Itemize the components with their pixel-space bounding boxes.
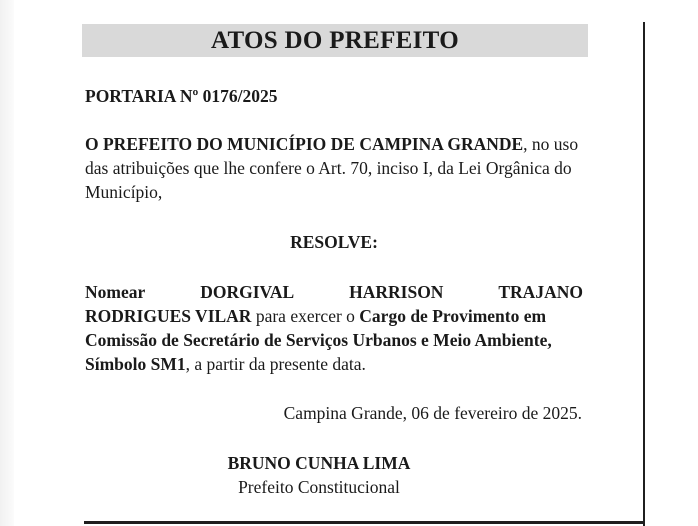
preamble-authority: O PREFEITO DO MUNICÍPIO DE CAMPINA GRANDE (85, 134, 524, 154)
preamble-authority-suffix: , (523, 134, 528, 154)
decree-verb: Nomear (85, 282, 146, 302)
signatory-name: BRUNO CUNHA LIMA (227, 453, 411, 473)
decree-first-line (85, 280, 583, 304)
portaria-number: PORTARIA Nº 0176/2025 (85, 86, 278, 106)
appointee-name-word-2: HARRISON (349, 282, 444, 302)
appointee-name-continued: RODRIGUES VILAR (85, 306, 252, 326)
resolve-heading: RESOLVE: (290, 232, 378, 252)
appointee-name-word-3: TRAJANO (498, 282, 583, 302)
bottom-divider (84, 521, 644, 524)
preamble-text: no uso das atribuições que lhe confere o Art. 70, inciso I, da Lei Orgânica do Município, (85, 134, 579, 202)
appointee-name-word-1: DORGIVAL (200, 282, 295, 302)
signatory-role: Prefeito Constitucional (238, 477, 400, 497)
preamble-paragraph (85, 132, 583, 204)
page-edge (0, 0, 14, 526)
signature-block (85, 451, 583, 499)
section-header (82, 24, 588, 57)
appointment-position: Cargo de Provimento em Comissão de Secretário de Serviços Urbanos e Meio Ambiente, Símbolo SM1 (85, 306, 552, 374)
column-divider (643, 22, 645, 526)
decree-tail: , a partir da presente data. (185, 354, 366, 374)
date-line: Campina Grande, 06 de fevereiro de 2025. (283, 403, 582, 423)
decree-body (85, 304, 583, 376)
section-title: ATOS DO PREFEITO (211, 26, 459, 54)
decree-connector: para exercer o (251, 306, 360, 326)
decree-paragraph (85, 280, 583, 376)
